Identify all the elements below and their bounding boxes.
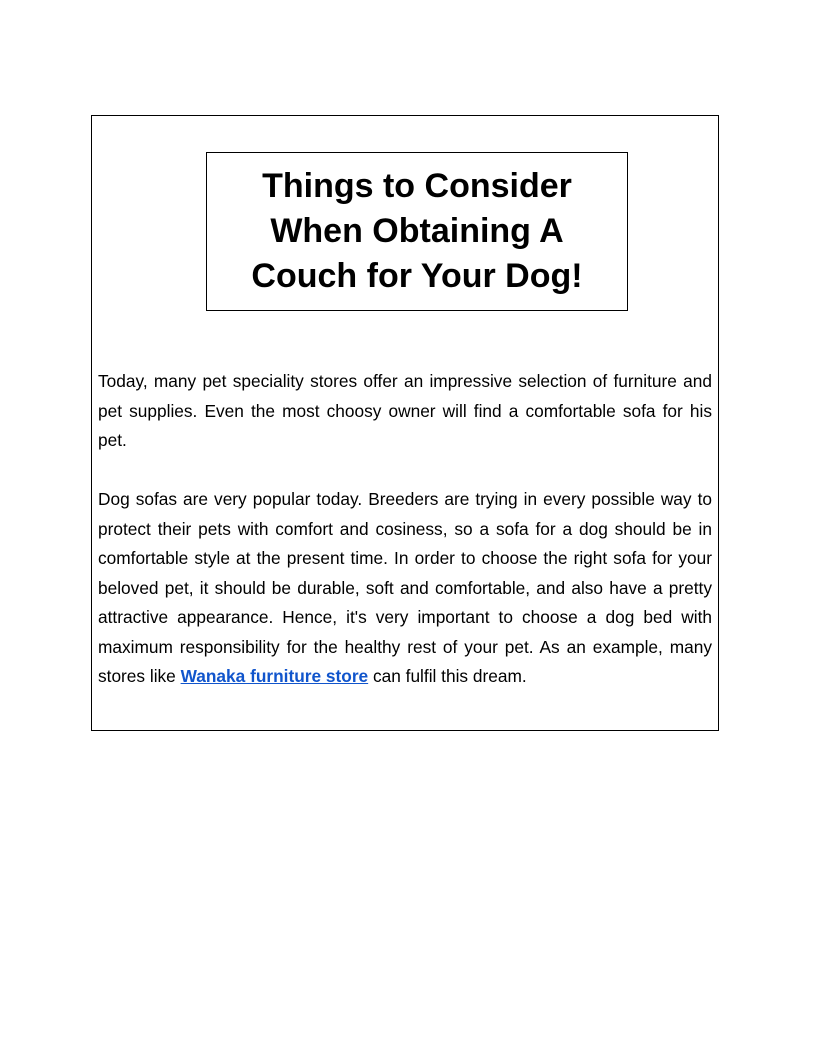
article-body [98,367,712,692]
paragraph-text-after-link: can fulfil this dream. [368,666,527,686]
wanaka-furniture-store-link[interactable]: Wanaka furniture store [180,666,369,686]
title-frame [206,152,628,311]
paragraph-dog-sofas [98,485,712,692]
paragraph-intro: Today, many pet speciality stores offer an impressive selection of furniture and pet supplies. Even the most choosy owner will find a comfortable sofa for his pet. [98,371,712,450]
paragraph-text-before-link: Dog sofas are very popular today. Breeders are trying in every possible way to protect their pets with comfort and cosiness, so a sofa for a dog should be in comfortable style at the present time. In order to choose the right sofa for your beloved pet, it should be durable, soft and comfortable, and also have a pretty attractive appearance. Hence, it's very important to choose a dog bed with maximum responsibility for the healthy rest of your pet. As an example, many stores like [98,489,712,686]
page-title: Things to Consider When Obtaining A Couch for Your Dog! [251,167,583,295]
